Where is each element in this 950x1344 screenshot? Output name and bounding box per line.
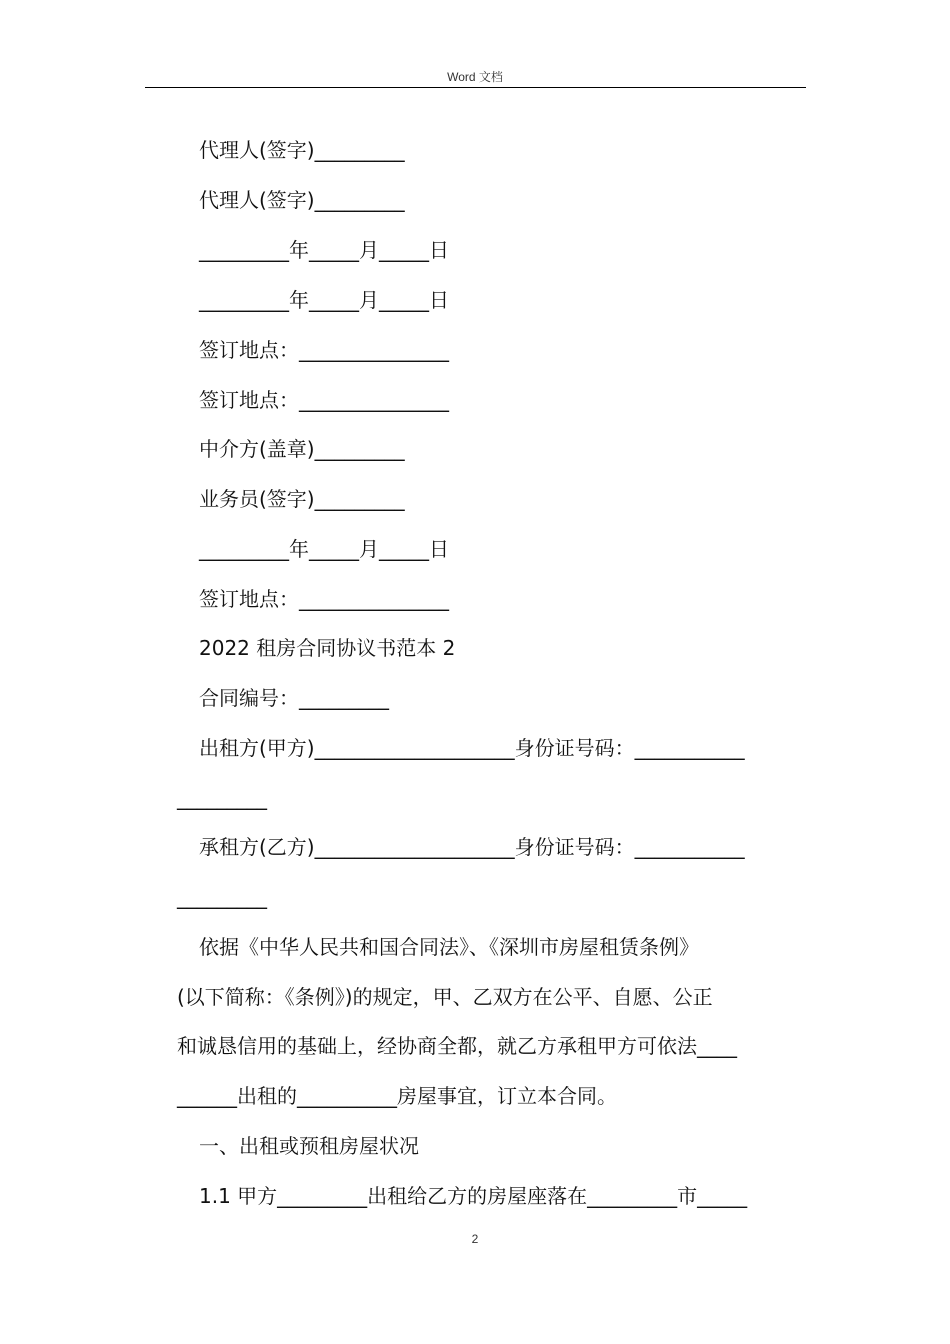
lessee-line-continuation: _________: [177, 885, 267, 909]
contract-number-line: 合同编号：_________: [199, 686, 389, 710]
paragraph-line-4: ______出租的__________房屋事宜，订立本合同。: [177, 1084, 617, 1108]
clause-line: 1.1 甲方_________出租给乙方的房屋座落在_________市_____: [199, 1184, 748, 1208]
intermediary-seal-line: 中介方(盖章)_________: [199, 437, 405, 461]
signing-place-line-2: 签订地点：_______________: [199, 388, 449, 412]
signing-place-line-3: 签订地点：_______________: [199, 587, 449, 611]
paragraph-line-3: 和诚恳信用的基础上，经协商全都，就乙方承租甲方可依法____: [177, 1034, 737, 1058]
date-line-3: _________年_____月_____日: [199, 537, 449, 561]
header-divider: [145, 87, 806, 88]
agent-signature-line-1: 代理人(签字)_________: [199, 138, 405, 162]
section-heading: 一、出租或预租房屋状况: [199, 1134, 419, 1158]
lessee-line: 承租方(乙方)____________________身份证号码：___________: [199, 835, 745, 859]
page-number: 2: [471, 1232, 479, 1246]
date-line-2: _________年_____月_____日: [199, 288, 449, 312]
signing-place-line-1: 签订地点：_______________: [199, 338, 449, 362]
lessor-line-continuation: _________: [177, 786, 267, 810]
paragraph-line-1: 依据《中华人民共和国合同法》、《深圳市房屋租赁条例》: [199, 935, 699, 959]
lessor-line: 出租方(甲方)____________________身份证号码：___________: [199, 736, 745, 760]
salesperson-signature-line: 业务员(签字)_________: [199, 487, 405, 511]
section-title: 2022 租房合同协议书范本 2: [199, 636, 456, 660]
agent-signature-line-2: 代理人(签字)_________: [199, 188, 405, 212]
date-line-1: _________年_____月_____日: [199, 238, 449, 262]
page-header: Word 文档: [447, 70, 503, 84]
paragraph-line-2: (以下简称：《条例》)的规定，甲、乙双方在公平、自愿、公正: [177, 985, 713, 1009]
